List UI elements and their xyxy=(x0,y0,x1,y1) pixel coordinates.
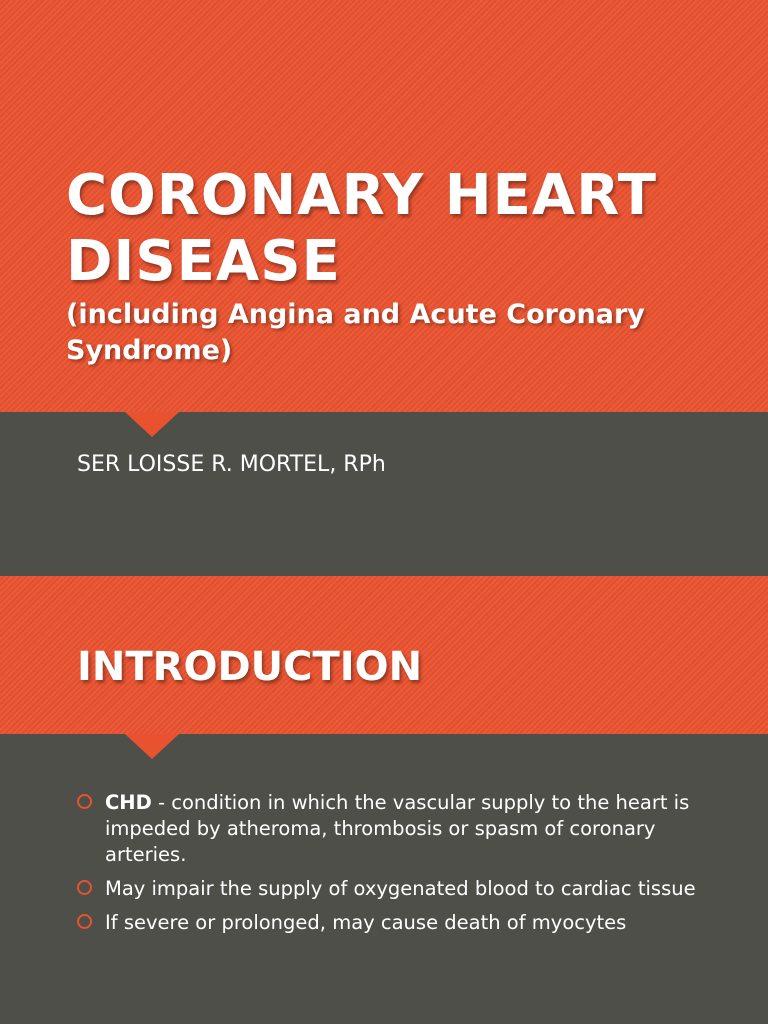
hollow-circle-bullet-icon xyxy=(77,914,92,929)
hollow-circle-bullet-icon xyxy=(77,794,92,809)
heading-band-pointer xyxy=(125,734,179,759)
slide-subtitle: (including Angina and Acute Coronary Syndrome) xyxy=(66,299,645,366)
hollow-circle-bullet-icon xyxy=(77,880,92,895)
author-name: SER LOISSE R. MORTEL, RPh xyxy=(77,452,386,477)
list-item xyxy=(77,876,697,902)
section-heading: INTRODUCTION xyxy=(77,644,423,690)
slide-title: CORONARY HEART DISEASE xyxy=(66,163,658,294)
title-band-pointer xyxy=(125,412,179,437)
author-band xyxy=(0,412,768,576)
list-item-text: - condition in which the vascular supply to the heart is impeded by atheroma, thrombosis or spasm of coronary arteries. xyxy=(105,791,690,866)
list-item xyxy=(77,790,697,868)
term-label: CHD xyxy=(105,791,152,814)
bullet-list xyxy=(77,790,697,944)
list-item-text: May impair the supply of oxygenated blood to cardiac tissue xyxy=(105,877,696,900)
list-item xyxy=(77,910,697,936)
list-item-text: If severe or prolonged, may cause death of myocytes xyxy=(105,911,627,934)
